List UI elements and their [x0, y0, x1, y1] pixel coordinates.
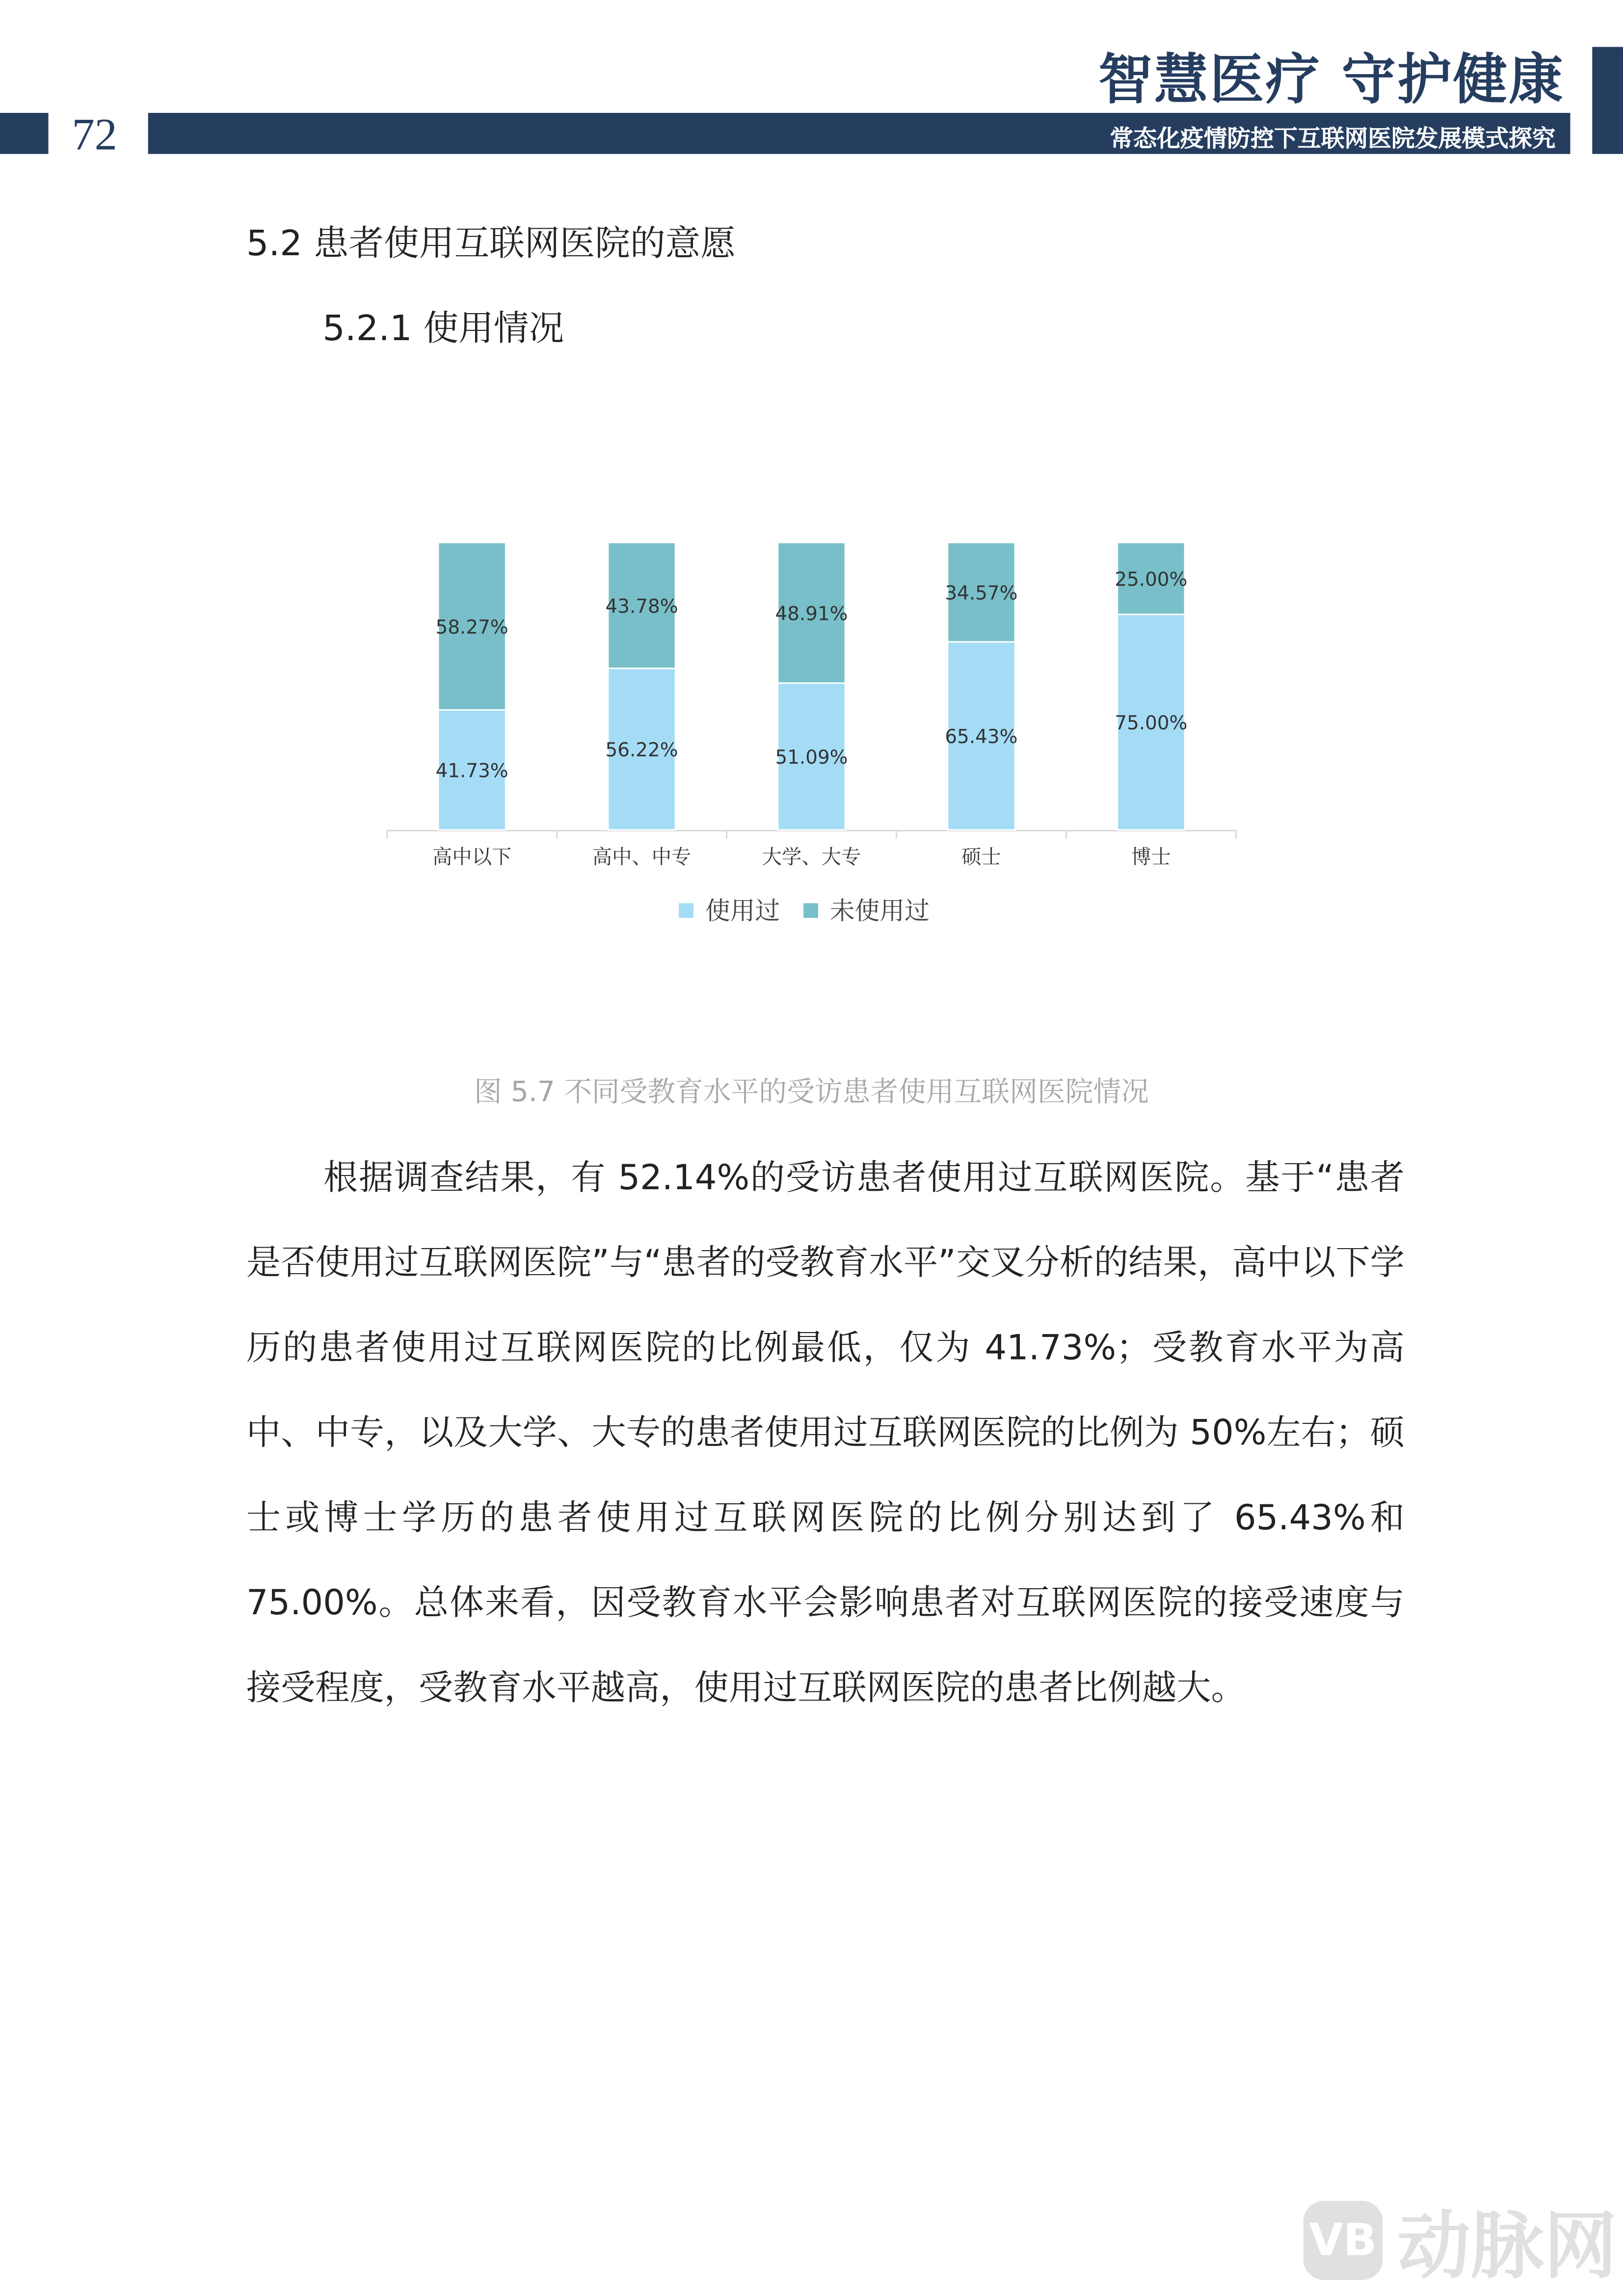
x-tick-label: 高中、中专 — [592, 845, 692, 869]
report-subtitle: 常态化疫情防控下互联网医院发展模式探究 — [1110, 124, 1556, 153]
watermark-text: 动脉网 — [1397, 2204, 1618, 2289]
data-label: 34.57% — [945, 582, 1018, 605]
subsection-heading: 5.2.1 使用情况 — [322, 308, 564, 349]
data-label: 43.78% — [605, 595, 678, 618]
legend-swatch-0 — [679, 903, 693, 918]
x-tick-label: 博士 — [1131, 845, 1171, 869]
data-label: 56.22% — [605, 739, 678, 762]
data-label: 41.73% — [435, 760, 508, 782]
x-tick-label: 大学、大专 — [762, 845, 861, 869]
body-paragraph — [246, 1135, 1405, 1730]
legend-label: 未使用过 — [829, 896, 930, 926]
brand-title: 智慧医疗 守护健康 — [1098, 47, 1565, 112]
watermark — [1304, 2188, 1617, 2293]
legend-swatch-1 — [803, 903, 818, 918]
data-label: 65.43% — [945, 726, 1018, 748]
section-heading: 5.2 患者使用互联网医院的意愿 — [246, 223, 736, 264]
stacked-bar-chart — [0, 0, 1623, 1026]
data-label: 58.27% — [435, 616, 508, 639]
x-tick-label: 硕士 — [961, 845, 1001, 869]
figure-caption: 图 5.7 不同受教育水平的受访患者使用互联网医院情况 — [474, 1076, 1149, 1109]
data-label: 75.00% — [1115, 712, 1188, 735]
legend-label: 使用过 — [705, 896, 780, 926]
data-label: 25.00% — [1115, 568, 1188, 591]
watermark-logo-icon: VB — [1304, 2201, 1383, 2280]
data-label: 51.09% — [775, 747, 848, 769]
page-number: 72 — [72, 108, 117, 160]
paragraph-text: 根据调查结果，有 52.14%的受访患者使用过互联网医院。基于“患者是否使用过互联网医院”与“患者的受教育水平”交叉分析的结果，高中以下学历的患者使用过互联网医院的比例最低，仅为 41.73%；受教育水平为高中、中专，以及大学、大专的患者使用过互联网医院的比例为 50%左右；硕士或博士学历的患者使用过互联网医院的比例分别达到了 65.43%和 75.00%。总体来看，因受教育水平会影响患者对互联网医院的接受速度与接受程度，受教育水平越高，使用过互联网医院的患者比例越大。 — [246, 1157, 1405, 1709]
x-tick-label: 高中以下 — [432, 845, 512, 869]
data-label: 48.91% — [775, 603, 848, 625]
